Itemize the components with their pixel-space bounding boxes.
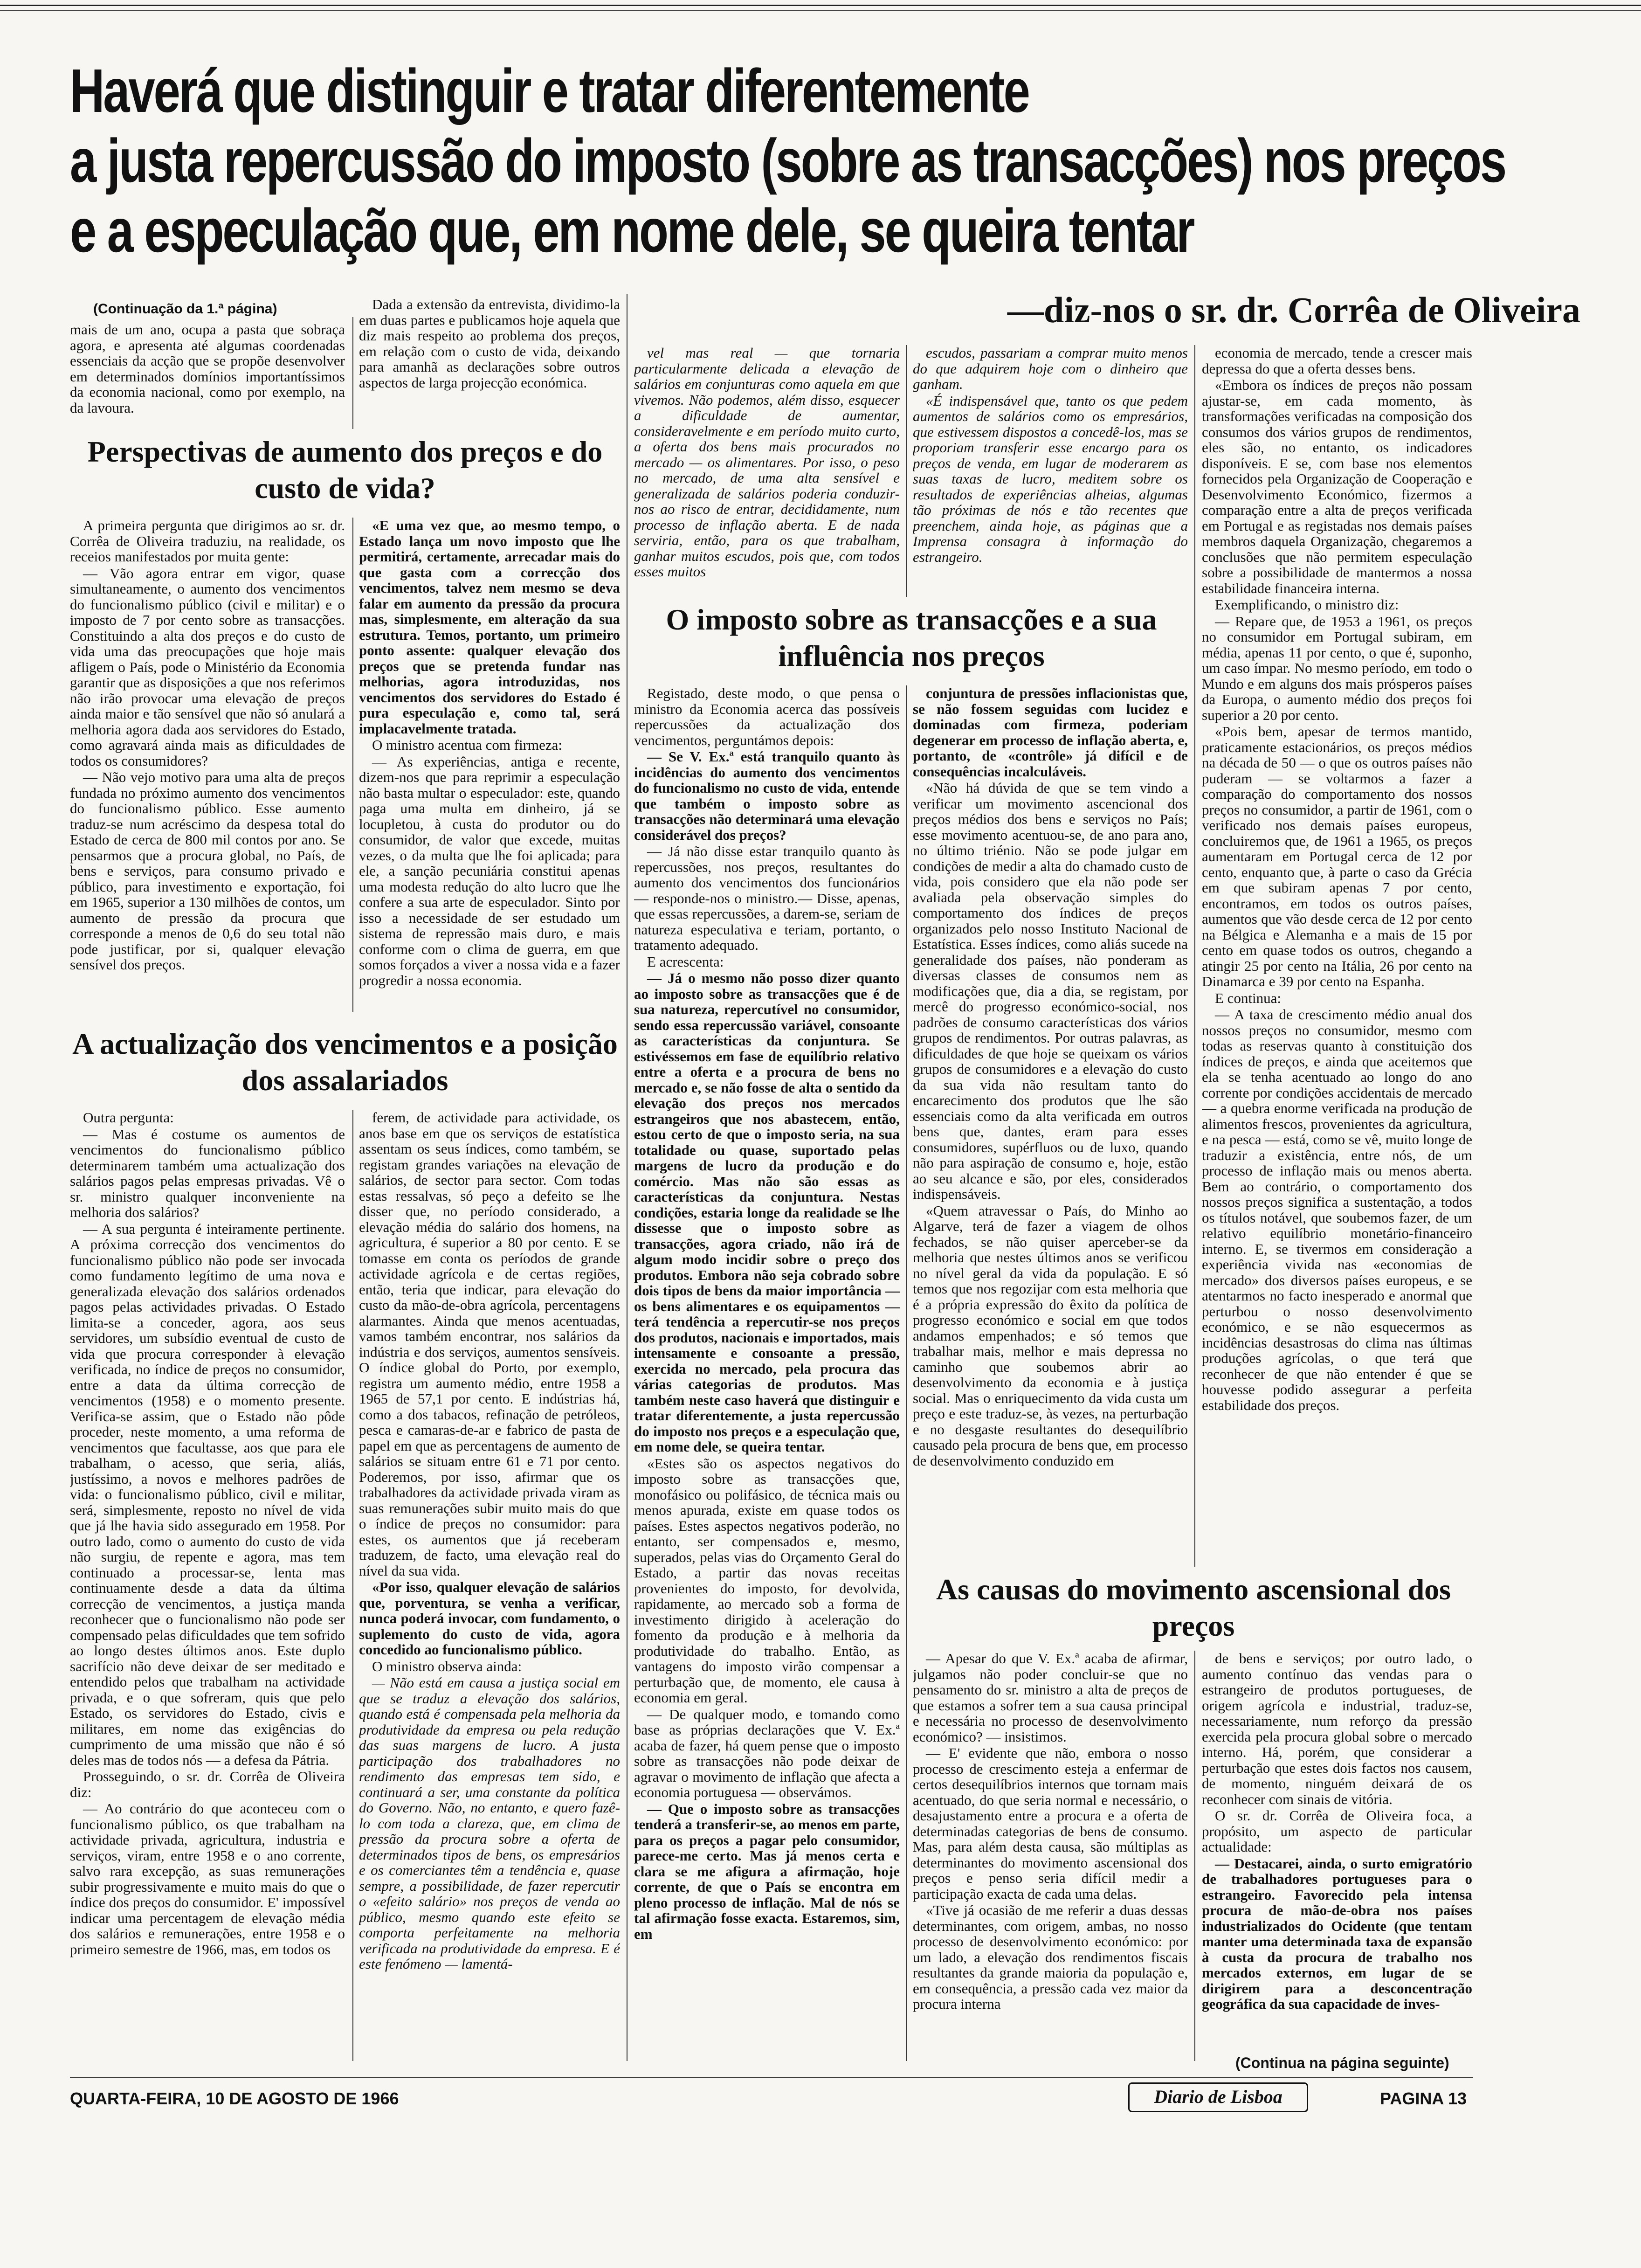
- paragraph: — Apesar do que V. Ex.ª acaba de afirmar, julgamos não poder concluir-se que no pensamento do sr. ministro a alta de preços de que estamos a sofrer tem a sua causa principal e necessária no processo de desenvolvimento económico? — insistimos.: [913, 1651, 1188, 1745]
- paragraph: vel mas real — que tornaria particularmente delicada a elevação de salários em conjunturas como aquela em que vivemos. Não podemos, além disso, esquecer a dificuldade de aumentar, consideravelmente e em período muito curto, a oferta dos bens mais procurados no mercado — os alimentares. Por isso, o peso no mercado, de uma alta sensível e generalizada de salários poderia conduzir-nos ao risco de entrar, decididamente, num processo de inflação aberta. E de nada serviria, então, para os que trabalham, ganhar muitos escudos, pois que, com todos esses muitos: [634, 345, 900, 580]
- column-4-section-b: [913, 685, 1188, 1567]
- paragraph: economia de mercado, tende a crescer mais depressa do que a oferta desses bens.: [1202, 345, 1472, 377]
- subhead-causas: As causas do movimento ascensional dos preços: [936, 1573, 1451, 1642]
- paragraph: ferem, de actividade para actividade, os anos base em que os serviços de estatística assentam os seus índices, como também, se registam grandes variações na elevação de salários, de sector para sector. Com todas estas ressalvas, só peço a defeito se lhe disser que, no período considerado, a elevação média do salário dos homens, na agricultura, é superior a 80 por cento. E se tomasse em conta os períodos de grande actividade agrícola e de certas regiões, então, teria que indicar, para elevação do custo da mão-de-obra agrícola, percentagens alarmantes. Ainda que menos acentuadas, vamos também encontrar, nos salários da indústria e dos serviços, aumentos sensíveis. O índice global do Porto, por exemplo, registra um aumento médio, entre 1958 a 1965 de 57,1 por cento. E indústrias há, como a dos tabacos, refinação de petróleos, pesca e camaras-de-ar e fabrico de pasta de papel em que as percentagens de aumento de salários se situam entre 61 e 71 por cento. Poderemos, por isso, afirmar que os trabalhadores da actividade privada viram as suas remunerações subir muito mais do que o índice de preços no consumidor: para estes, os aumentos que já receberam traduzem, de facto, uma elevação real do nível da sua vida.: [359, 1110, 620, 1579]
- column-4-section-c: [913, 1651, 1188, 2061]
- paragraph: — Já o mesmo não posso dizer quanto ao imposto sobre as transacções que é de sua natureza, repercutível no consumidor, sendo essa repercussão variável, consoante as características da conjuntura. Se estivéssemos em fase de equilíbrio relativo entre a oferta e a procura de bens no mercado e, se não fosse de alta o sentido da elevação dos preços nos mercados estrangeiros que nos abastecem, então, estou certo de que o imposto seria, na sua totalidade ou quase, suportado pelas margens de lucro da produção e do comércio. Mas não são essas as características da conjuntura. Nestas condições, estaria longe da realidade se lhe dissesse que o imposto sobre as transacções, agora criado, não irá de algum modo incidir sobre o preço dos produtos. Embora não seja cobrado sobre dois tipos de bens da maior importância — os bens alimentares e os equipamentos — terá tendência a repercutir-se nos preços dos produtos, nacionais e importados, mais intensamente e consoante a pressão, exercida no mercado, pela procura das várias categorias de produtos. Mas também neste caso haverá que distinguir e tratar diferentemente, a justa repercussão do imposto nos preços e a especulação que, em nome dele, se queira tentar.: [634, 970, 900, 1455]
- paragraph: Registado, deste modo, o que pensa o ministro da Economia acerca das possíveis repercussões da actualização dos vencimentos, perguntámos depois:: [634, 685, 900, 748]
- headline-line-3: e a especulação que, em nome dele, se queira tentar: [70, 196, 1194, 265]
- paragraph: — As experiências, antiga e recente, dizem-nos que para reprimir a especulação não basta multar o especulador: este, quando paga uma multa em dinheiro, já se locupletou, à custa do produtor ou do consumidor, de valor que excede, muitas vezes, o da multa que lhe foi aplicada; para ele, a sanção pecuniária constitui apenas uma modesta redução do alto lucro que lhe confere a sua arte de especulador. Sinto por isso a necessidade de ser estudado um sistema de repressão mais duro, e mais conforme com o clima de guerra, em que somos forçados a viver a nossa vida e a fazer progredir a nossa economia.: [359, 753, 620, 989]
- column-3-section-a: [634, 345, 900, 597]
- column-divider: [1194, 345, 1195, 1567]
- top-rule-secondary: [0, 10, 1641, 11]
- paragraph: — Vão agora entrar em vigor, quase simultaneamente, o aumento dos vencimentos do funcionalismo público (civil e militar) e o imposto de 7 por cento sobre as transacções. Constituindo a alta dos preços e do custo de vida uma das preocupações que hoje mais afligem o País, pode o Ministério da Economia garantir que as disposições a que nos referimos não irão provocar uma elevação de preços ainda maior e tão sensível que não só anulará a melhoria agora dada aos servidores do Estado, como agravará ainda mais as dificuldades de todos os consumidores?: [70, 565, 345, 769]
- paragraph: «Por isso, qualquer elevação de salários que, porventura, se venha a verificar, nunca poderá invocar, com fundamento, o suplemento do custo de vida, agora concedido ao funcionalismo público.: [359, 1579, 620, 1658]
- column-2-section-a: [359, 518, 620, 1016]
- column-divider: [352, 1110, 353, 2061]
- paragraph: conjuntura de pressões inflacionistas que, se não fossem seguidas com lucidez e dominadas com firmeza, poderiam degenerar em processo de inflação aberta, e, portanto, de «contrôle» já difícil e de consequências incalculáveis.: [913, 685, 1188, 780]
- headline-line-2: a justa repercussão do imposto (sobre as transacções) nos preços: [70, 126, 1506, 195]
- paragraph: — De qualquer modo, e tomando como base as próprias declarações que V. Ex.ª acaba de fazer, há quem pense que o imposto sobre as transacções não pode deixar de agravar o movimento de inflação que afecta a economia portuguesa — observámos.: [634, 1706, 900, 1800]
- footer-rule: [70, 2077, 1473, 2078]
- headline: [70, 56, 1506, 266]
- paragraph: — A taxa de crescimento médio anual dos nossos preços no consumidor, mesmo com todas as reservas quanto à constituição dos índices de preços, e ainda que aceitemos que ela se tenha acentuado ao longo do ano corrente por condições accidentais de mercado — a quebra enorme verificada na produção de alimentos frescos, provenientes da agricultura, e na pesca — está, como se vê, muito longe de traduzir a existência, entre nós, de um processo de inflação mais ou menos aberta. Bem ao contrário, o comportamento dos nossos preços significa a sustentação, a todos os títulos notável, que soubemos fazer, de um relativo equilíbrio monetário-financeiro interno. E, se tivermos em consideração a experiência vivida nas «economias de mercado» dos diversos países europeus, e se atentarmos no facto inesperado e anormal que perturbou o nosso desenvolvimento económico, e se não esquecermos as incidências desastrosas do clima nas últimas produções agrícolas, o que terá que reconhecer de que não entender é que se houvesse podido assegurar a perfeita estabilidade dos preços.: [1202, 1006, 1472, 1413]
- paragraph: — Não está em causa a justiça social em que se traduz a elevação dos salários, quando está é compensada pela melhoria da produtividade da empresa ou pela redução das suas margens de lucro. A justa participação dos trabalhadores no rendimento das empresas tem sido, e continuará a ser, uma constante da política do Governo. Não, no entanto, e quero fazê-lo com toda a clareza, que, em clima de pressão da procura sobre a oferta de determinados tipos de bens, os empresários e os comerciantes têm a tendência e, quase sempre, a possibilidade, de fazer repercutir o «efeito salário» nos preços de venda ao público, mesmo quando este efeito se comporta perfeitamente na melhoria verificada na produtividade da empresa. E é este fenómeno — lamentá-: [359, 1674, 620, 1972]
- paragraph: — E' evidente que não, embora o nosso processo de crescimento esteja a enfermar de certos desequilíbrios internos que tornam mais acentuado, do que seria normal e necessário, o desajustamento entre a procura e a oferta de determinadas categorias de bens de consumo. Mas, para além desta causa, são múltiplas as determinantes do movimento ascensional dos preços e penso seria difícil medir a participação exacta de cada uma delas.: [913, 1745, 1188, 1902]
- column-1-section-a: [70, 518, 345, 1016]
- paragraph: mais de um ano, ocupa a pasta que sobraça agora, e apresenta até algumas coordenadas essenciais da acção que se propõe desenvolver em determinados domínios importantíssimos da economia nacional, como por exemplo, na da lavoura.: [70, 322, 345, 416]
- column-divider: [906, 345, 907, 597]
- paragraph: «Estes são os aspectos negativos do imposto sobre as transacções que, monofásico ou polifásico, de técnica mais ou menos apurada, existe em quase todos os países. Estes aspectos negativos poderão, no entanto, ser compensados e, mesmo, superados, pelas vias do Orçamento Geral do Estado, a partir das novas receitas provenientes do imposto, for devolvida, rapidamente, ao mercado sob a forma de investimento dirigido à aceleração do fomento da produção e à melhoria da produtividade do trabalho. Então, as vantagens do imposto virão compensar a perturbação que, de momento, ele causa à economia em geral.: [634, 1455, 900, 1706]
- paragraph: «E uma vez que, ao mesmo tempo, o Estado lança um novo imposto que lhe permitirá, certamente, arrecadar mais do que gasta com a correcção dos vencimentos, talvez nem mesmo se deva falar em aumento da pressão da procura mas, simplesmente, em alteração da sua estrutura. Temos, portanto, um primeiro ponto assente: qualquer elevação dos preços que se pretenda fundar nas melhorias, agora introduzidas, nos vencimentos dos servidores do Estado é pura especulação e, como tal, será implacavelmente tratada.: [359, 518, 620, 737]
- column-1-section-b: [70, 1110, 345, 2061]
- paragraph: — Mas é costume os aumentos de vencimentos do funcionalismo público determinarem também uma actualização dos salários pagos pelas empresas privadas. Vê o sr. ministro qualquer inconveniente na melhoria dos salários?: [70, 1126, 345, 1220]
- top-rule: [0, 5, 1641, 6]
- column-divider: [906, 685, 907, 2061]
- column-divider: [352, 317, 353, 429]
- column-divider: [352, 518, 353, 1012]
- paragraph: O sr. dr. Corrêa de Oliveira foca, a propósito, um aspecto de particular actualidade:: [1202, 1807, 1472, 1855]
- continuation-note: (Continuação da 1.ª página): [93, 301, 277, 317]
- paragraph: — Não vejo motivo para uma alta de preços fundada no próximo aumento dos vencimentos do funcionalismo público. Esse aumento traduz-se num acréscimo da despesa total do Estado de cerca de 800 mil contos por ano. Se pensarmos que a procura global, no País, de bens e serviços, para consumo privado e público, para investimento e exportação, foi em 1965, superior a 130 milhões de contos, um aumento de pressão da procura que corresponde a menos de 0,6 do seu total não pode justificar, por si, qualquer elevação sensível dos preços.: [70, 769, 345, 973]
- paragraph: — Se V. Ex.ª está tranquilo quanto às incidências do aumento dos vencimentos do funcionalismo no custo de vida, entende que também o imposto sobre as transacções não determinará uma elevação considerável dos preços?: [634, 748, 900, 843]
- paragraph: — Ao contrário do que aconteceu com o funcionalismo público, os que trabalham na actividade privada, agricultura, industria e serviços, viram, entre 1958 e o ano corrente, salvo rara excepção, as suas remunerações subir progressivamente e muito mais do que o índice dos preços do consumidor. E' impossível indicar uma percentagem de elevação média dos salários e remunerações, entre 1958 e o primeiro semestre de 1966, mas, em todos os: [70, 1800, 345, 1957]
- subhead-perspectivas: Perspectivas de aumento dos preços e do custo de vida?: [87, 435, 603, 505]
- paragraph: Exemplificando, o ministro diz:: [1215, 596, 1399, 613]
- paragraph: Dada a extensão da entrevista, dividimo-la em duas partes e publicamos hoje aquela que diz mais respeito ao problema dos preços, em relação com o custo de vida, deixando para amanhã as declarações sobre outros aspectos de larga projecção económica.: [359, 297, 620, 391]
- column-1-intro: [70, 322, 345, 429]
- paragraph: — A sua pergunta é inteiramente pertinente. A próxima correcção dos vencimentos do funcionalismo público não pode ser invocada como fundamento legítimo de uma nova e generalizada elevação dos salários ordenados pagos pelas actividades privadas. O Estado limita-se a conceder, agora, aos seus servidores, um subsídio eventual de custo de vida que procura corresponder à elevação verificada, no índice de preços no consumidor, entre a data da última correcção de vencimentos (1958) e o momento presente. Verifica-se assim, que o Estado não pôde proceder, neste momento, a uma reforma de vencimentos que facultasse, aos que para ele trabalham, o acesso, que seria, aliás, justíssimo, a novos e melhores padrões de vida: o funcionalismo público, civil e militar, será, simplesmente, reposto no nível de vida que já lhe havia sido assegurado em 1958. Por outro lado, como o aumento do custo de vida não surgiu, de repente e agora, mas tem continuado a processar-se, lenta mas continuamente desde a data da última correcção de vencimentos, a justiça manda reconhecer que o funcionalismo não pode ser compensado pelas dificuldades que tem sofrido ao longo destes últimos anos. Este duplo sacrifício não deve deixar de ser meditado e entendido pelos que trabalham na actividade privada, e o que sofreram, quis que pelo Estado, os servidores do Estado, civis e militares, em nome das exigências do cumprimento de uma missão que não é só deles mas de todos nós — a defesa da Pátria.: [70, 1220, 345, 1768]
- footer-date: QUARTA-FEIRA, 10 DE AGOSTO DE 1966: [70, 2089, 399, 2108]
- column-2-section-b: [359, 1110, 620, 2061]
- column-4-section-a: [913, 345, 1188, 597]
- column-5-section-a: [1202, 345, 1472, 1567]
- paragraph: escudos, passariam a comprar muito menos do que adquirem hoje com o dinheiro que ganham.: [913, 345, 1188, 392]
- paragraph: — Repare que, de 1953 a 1961, os preços no consumidor em Portugal subiram, em média, apenas 11 por cento, o que é, suponho, um caso ímpar. No mesmo período, em todo o Mundo e em alguns dos mais prósperos países da Europa, o aumento médio dos preços foi superior a 20 por cento.: [1202, 613, 1472, 723]
- headline-line-1: Haverá que distinguir e tratar diferentemente: [70, 56, 1029, 125]
- byline: —diz-nos o sr. dr. Corrêa de Oliveira: [1007, 290, 1580, 330]
- paragraph: E continua:: [1215, 989, 1282, 1006]
- paragraph: «É indispensável que, tanto os que pedem aumentos de salários como os empresários, que estivessem dispostos a concedê-los, mas se proporiam transferir esse encargo para os preços de venda, em lugar de moderarem as suas taxas de lucro, meditem sobre os resultados de experiências alheias, algumas tão próximas de nós e tão recentes que preenchem, ainda hoje, as páginas que a Imprensa consagra à informação do estrangeiro.: [913, 392, 1188, 565]
- column-3-section-b: [634, 685, 900, 2061]
- masthead-logo: Diario de Lisboa: [1128, 2082, 1308, 2112]
- column-divider: [1194, 1651, 1195, 2061]
- paragraph: Prosseguindo, o sr. dr. Corrêa de Oliveira diz:: [70, 1768, 345, 1800]
- paragraph: A primeira pergunta que dirigimos ao sr. dr. Corrêa de Oliveira traduziu, na realidade, os receios manifestados por muita gente:: [70, 518, 345, 565]
- paragraph: Outra pergunta:: [83, 1110, 174, 1126]
- paragraph: «Embora os índices de preços não possam ajustar-se, em cada momento, às transformações verificadas na composição dos consumos dos vários grupos de rendimentos, eles são, no entanto, os indicadores disponíveis. E se, com base nos elementos fornecidos pela Organização de Cooperação e Desenvolvimento Económico, fizermos a comparação entre a alta de preços verificada em Portugal e as registadas nos demais países membros daquela Organização, chegaremos a conclusões que não permitem especulação sobre a possibilidade de mantermos a nossa estabilidade financeira interna.: [1202, 377, 1472, 596]
- paragraph: «Tive já ocasião de me referir a duas dessas determinantes, com origem, ambas, no nosso processo de desenvolvimento económico: por um lado, a elevação dos rendimentos fiscais resultantes da grande maioria da população e, em consequência, a pressão cada vez maior da procura interna: [913, 1902, 1188, 2012]
- continued-note: (Continua na página seguinte): [1235, 2054, 1449, 2071]
- paragraph: — Que o imposto sobre as transacções tenderá a transferir-se, ao menos em parte, para os preços a pagar pelo consumidor, parece-me certo. Mas já menos certa e clara se me afigura a afirmação, hoje corrente, de que o País se encontra em pleno processo de inflação. Mal de nós se tal afirmação fosse exacta. Estaremos, sim, em: [634, 1800, 900, 1942]
- paragraph: «Pois bem, apesar de termos mantido, praticamente estacionários, os preços médios na década de 50 — o que os outros países não puderam — se voltarmos a fazer a comparação do comportamento dos nossos preços no consumidor, a partir de 1961, com o verificado nos demais países europeus, concluiremos que, de 1961 a 1965, os preços aumentaram em Portugal cerca de 12 por cento, enquanto que, à parte o caso da Grécia em que subiram apenas 7 por cento, encontramos, em todos os outros países, aumentos que vão desde cerca de 12 por cento na Bélgica e Alemanha e a mais de 15 por cento em quase todos os outros, chegando a atingir 25 por cento na Itália, 26 por cento na Dinamarca e 39 por cento na Espanha.: [1202, 723, 1472, 989]
- paragraph: de bens e serviços; por outro lado, o aumento contínuo das vendas para o estrangeiro de produtos portugueses, de origem agrícola e industrial, traduz-se, necessariamente, num reforço da pressão exercida pela procura global sobre o mercado interno. Há, porém, que considerar a perturbação que estes dois factos nos causem, de momento, ninguém deixará de os reconhecer com sinais de vitória.: [1202, 1651, 1472, 1807]
- subhead-actualizacao: A actualização dos vencimentos e a posição dos assalariados: [72, 1027, 618, 1097]
- column-2-intro: [359, 297, 620, 429]
- paragraph: — Já não disse estar tranquilo quanto às repercussões, nos preços, resultantes do aumento dos vencimentos dos funcionários — responde-nos o ministro.— Disse, apenas, que essas repercussões, a darem-se, seriam de natureza especulativa e teriam, portanto, o tratamento adequado.: [634, 843, 900, 953]
- paragraph: «Quem atravessar o País, do Minho ao Algarve, terá de fazer a viagem de olhos fechados, se não quiser aperceber-se da melhoria que nestes últimos anos se verificou no nível geral da vida da população. E só temos que nos regozijar com esta melhoria que é a própria expressão do êxito da política de progresso económico e social em que todos andamos empenhados; e só temos que trabalhar mais, melhor e mais depressa no caminho que soubemos abrir ao desenvolvimento da economia e à justiça social. Mas o enriquecimento da vida custa um preço e este traduz-se, às vezes, na perturbação e no desgaste resultantes do desequilíbrio causado pela procura de bens que, em processo de desenvolvimento conduzido em: [913, 1202, 1188, 1469]
- subhead-imposto: O imposto sobre as transacções e a sua influência nos preços: [666, 603, 1157, 672]
- column-5-section-b: [1202, 1651, 1472, 2052]
- paragraph: E acrescenta:: [647, 953, 724, 970]
- footer-page-number: PAGINA 13: [1380, 2089, 1467, 2108]
- paragraph: — Destacarei, ainda, o surto emigratório de trabalhadores portugueses para o estrangeiro. Favorecido pela intensa procura de mão-de-obra nos países industrializados do Ocidente (que tentam manter uma determinada taxa de expansão à custa da procura de trabalho nos mercados externos, em lugar de se dirigirem para a desconcentração geográfica da sua capacidade de inves-: [1202, 1855, 1472, 2012]
- paragraph: O ministro observa ainda:: [372, 1658, 522, 1674]
- paragraph: «Não há dúvida de que se tem vindo a verificar um movimento ascencional dos preços médios dos bens e serviços no País; esse movimento acentuou-se, de ano para ano, no último triénio. Não se pode julgar em condições de medir a alta do chamado custo de vida, pois considero que ela não pode ser avaliada pela observação simples do comportamento dos índices de preços organizados pelo nosso Instituto Nacional de Estatística. Esses índices, como aliás sucede na generalidade dos países, não ponderam as diversas classes de consumos nem as modificações que, dia a dia, se registam, por mercê do progresso económico-social, nos padrões de consumo características dos vários grupos de rendimentos. Por outras palavras, as dificuldades de que hoje se queixam os vários grupos de consumidores e a elevação do custo da sua vida não resultam tanto do encarecimento dos produtos que lhe são essenciais como da alta verificada em outros bens que, dantes, eram para esses consumidores, supérfluos ou de luxo, quando não para aspiração de consumo e, hoje, estão ao seu alcance e são, por eles, considerados indispensáveis.: [913, 780, 1188, 1202]
- paragraph: O ministro acentua com firmeza:: [372, 737, 563, 753]
